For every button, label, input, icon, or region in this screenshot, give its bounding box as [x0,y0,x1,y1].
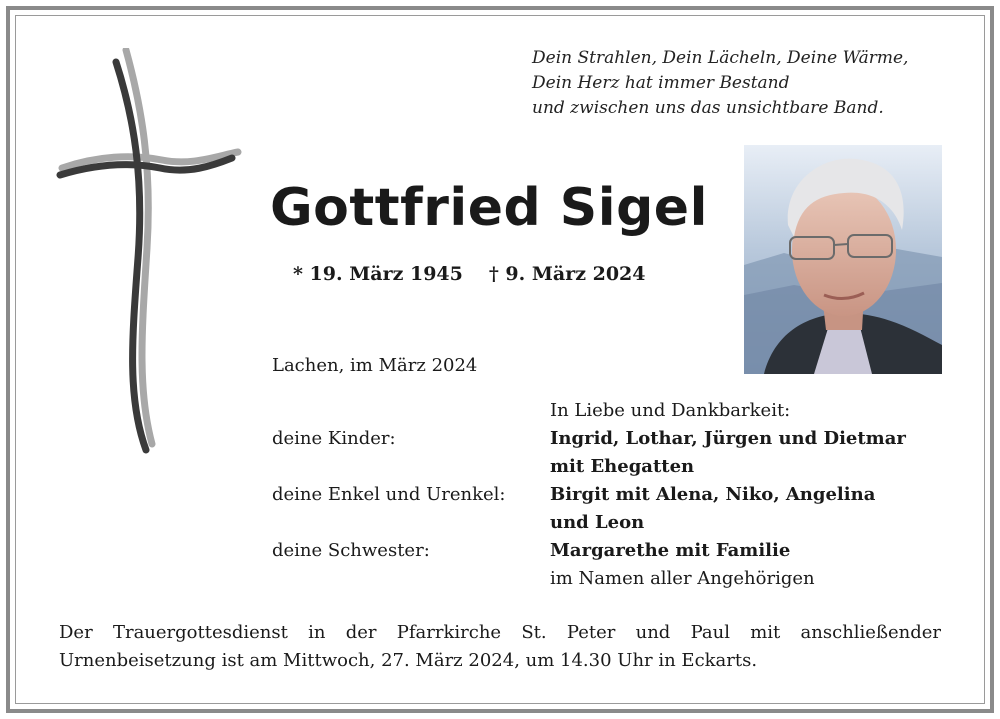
poem-line: Dein Strahlen, Dein Lächeln, Deine Wärme, [532,48,909,68]
sister-label: deine Schwester: [272,540,430,561]
portrait-photo [744,145,942,374]
grandchildren-row-continued [272,509,962,537]
grandchildren-label: deine Enkel und Urenkel: [272,484,506,505]
children-names-continued: mit Ehegatten [550,456,695,477]
sister-row [272,537,962,565]
mourners-intro: In Liebe und Dankbarkeit: [550,400,791,421]
service-line: Urnenbeisetzung ist am Mittwoch, 27. März 2024, um 14.30 Uhr in Eckarts. [59,650,758,671]
place-and-date: Lachen, im März 2024 [272,355,478,376]
poem [532,46,952,121]
poem-line: und zwischen uns das unsichtbare Band. [532,98,884,118]
closing-row [272,565,962,593]
mourners-intro-row [272,397,962,425]
poem-line: Dein Herz hat immer Bestand [532,73,790,93]
children-names: Ingrid, Lothar, Jürgen und Dietmar [550,428,906,449]
children-row [272,425,962,453]
grandchildren-names: Birgit mit Alena, Niko, Angelina [550,484,876,505]
children-row-continued [272,453,962,481]
deceased-name: Gottfried Sigel [270,178,708,238]
mourners-block [272,397,962,593]
death-date: † 9. März 2024 [488,263,646,285]
grandchildren-row [272,481,962,509]
life-dates [293,263,646,285]
service-notice [59,619,941,675]
service-line: Der Trauergottesdienst in der Pfarrkirche St. Peter und Paul mit anschließender [59,622,941,643]
grandchildren-names-continued: und Leon [550,512,645,533]
cross-icon [52,48,247,458]
birth-date: * 19. März 1945 [293,263,463,285]
sister-name: Margarethe mit Familie [550,540,791,561]
mourners-closing: im Namen aller Angehörigen [550,568,815,589]
children-label: deine Kinder: [272,428,396,449]
